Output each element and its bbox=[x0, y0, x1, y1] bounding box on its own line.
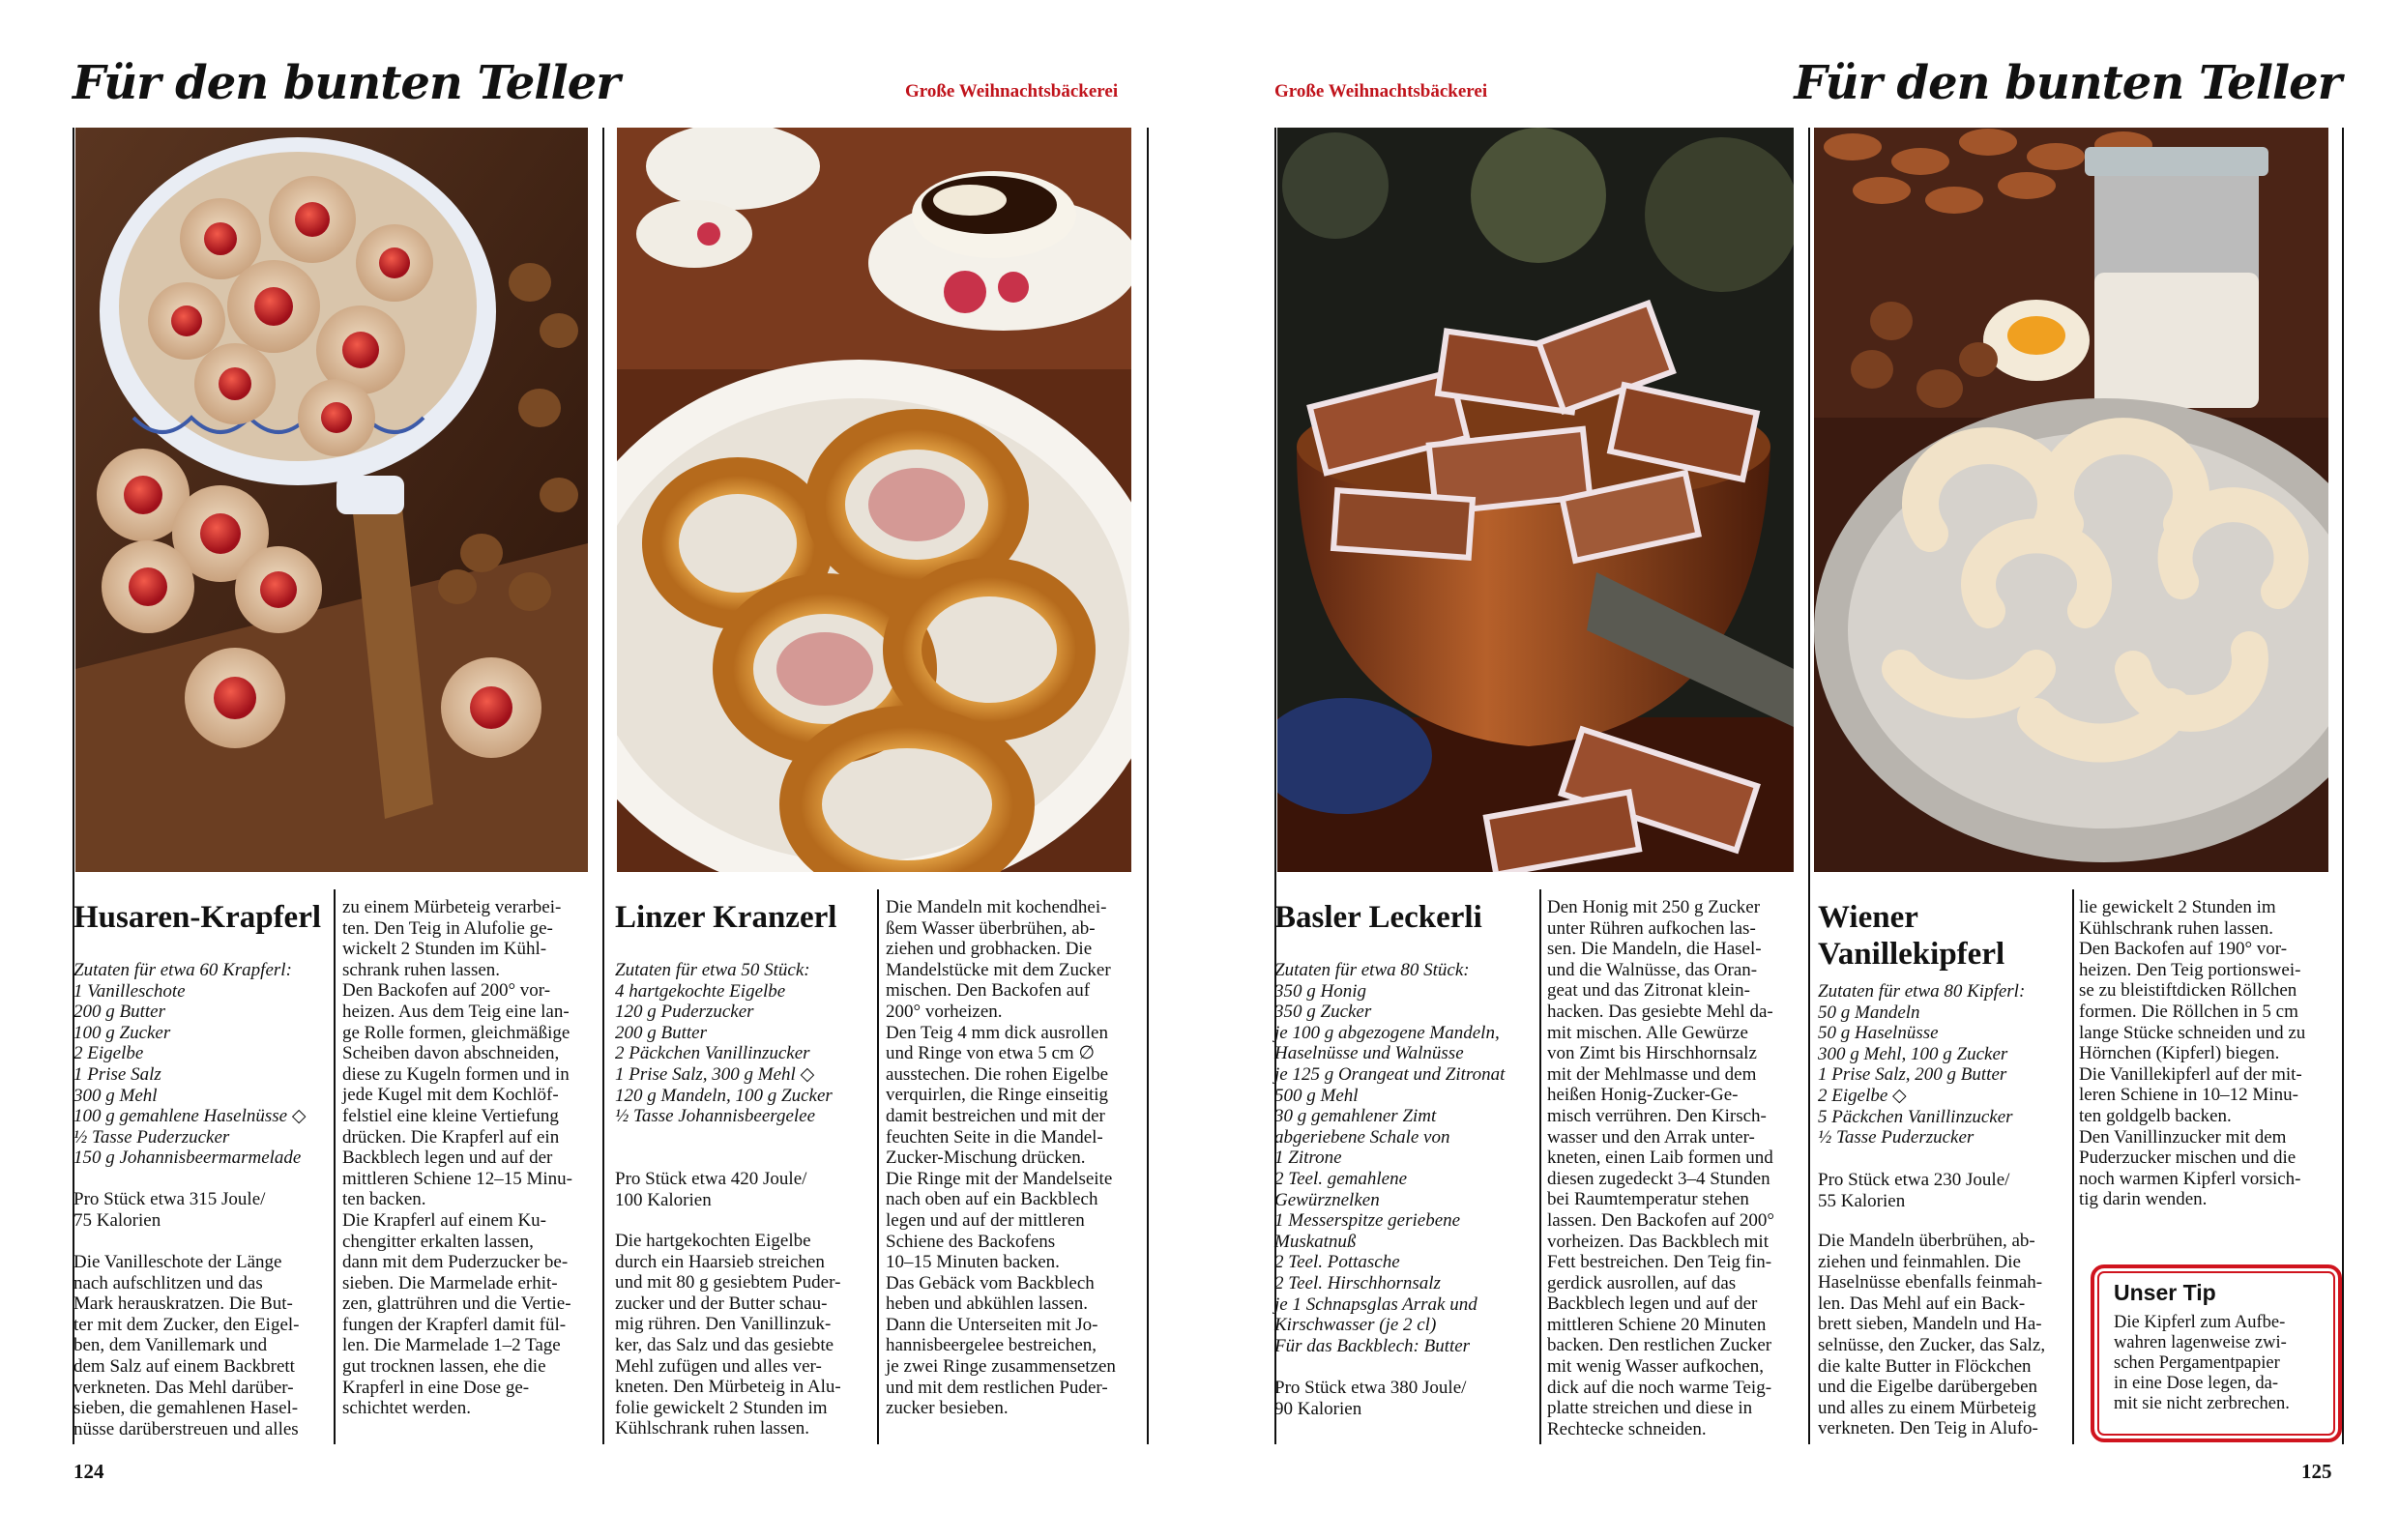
nutrition-info: Pro Stück etwa 380 Joule/ 90 Kalorien bbox=[1274, 1378, 1467, 1419]
page-number-right: 125 bbox=[2301, 1460, 2332, 1483]
page-number-left: 124 bbox=[73, 1460, 104, 1483]
photo-basler-leckerli bbox=[1277, 128, 1794, 872]
nutrition-info: Pro Stück etwa 420 Joule/ 100 Kalorien bbox=[615, 1169, 807, 1210]
nutrition-info: Pro Stück etwa 315 Joule/ 75 Kalorien bbox=[73, 1189, 266, 1231]
rule bbox=[877, 889, 879, 1444]
rule bbox=[73, 128, 74, 1444]
tip-heading: Unser Tip bbox=[2114, 1280, 2216, 1305]
recipe-title: Wiener Vanillekipferl bbox=[1818, 900, 2005, 972]
recipe-title: Basler Leckerli bbox=[1274, 900, 1482, 935]
rule bbox=[2072, 889, 2074, 1444]
instructions-text: Die hartgekochten Eigelbe durch ein Haarsieb streichen und mit 80 g gesiebtem Puder- zucker und der Butter schau- mig rühren. Den Vanillinzuk- ker, das Salz und das gesiebte Mehl zufügen und alles ver- kneten. Den Mürbeteig in Alu- folie gewickelt 2 Stunden im Kühlschrank ruhen lassen. bbox=[615, 1231, 841, 1439]
right-page-title: Für den bunten Teller bbox=[1794, 56, 2341, 110]
rule bbox=[334, 889, 336, 1444]
rule bbox=[2342, 128, 2344, 1444]
recipe-title: Linzer Kranzerl bbox=[615, 900, 837, 935]
nutrition-info: Pro Stück etwa 230 Joule/ 55 Kalorien bbox=[1818, 1170, 2010, 1211]
photo-husaren-krapferl bbox=[75, 128, 588, 872]
ingredients-list: Zutaten für etwa 60 Krapferl: 1 Vanilleschote 200 g Butter 100 g Zucker 2 Eigelbe 1 Prise Salz 300 g Mehl 100 g gemahlene Haselnüsse ◇ ½ Tasse Puderzucker 150 g Johannisbeermarmelade bbox=[73, 960, 307, 1169]
photo-wiener-vanillekipferl bbox=[1814, 128, 2328, 872]
rule bbox=[1147, 128, 1149, 1444]
ingredients-list: Zutaten für etwa 50 Stück: 4 hartgekochte Eigelbe 120 g Puderzucker 200 g Butter 2 Päckchen Vanillinzucker 1 Prise Salz, 300 g Mehl ◇ 120 g Mandeln, 100 g Zucker ½ Tasse Johannisbeergelee bbox=[615, 960, 833, 1127]
instructions-text: Die Mandeln mit kochendhei- ßem Wasser überbrühen, ab- ziehen und grobhacken. Die Mandelstücke mit dem Zucker mischen. Den Backofen auf 200° vorheizen. Den Teig 4 mm dick ausrollen und Ringe von etwa 5 cm ∅ ausstechen. Die rohen Eigelbe verquirlen, die Ringe einseitig damit bestreichen und mit der feuchten Seite in die Mandel- Zucker-Mischung drücken. Die Ringe mit der Mandelseite nach oben auf ein Backblech legen und auf der mittleren Schiene des Backofens 10–15 Minuten backen. Das Gebäck vom Backblech heben und abkühlen lassen. Dann die Unterseiten mit Jo- hannisbeergelee bestreichen, je zwei Ringe zusammensetzen und mit dem restlichen Puder- zucker besieben. bbox=[886, 897, 1116, 1419]
rule bbox=[1539, 889, 1541, 1444]
instructions-text: Die Vanilleschote der Länge nach aufschlitzen und das Mark herauskratzen. Die But- ter mit dem Zucker, den Eigel- ben, dem Vanillemark und dem Salz auf einem Backbrett verkneten. Das Mehl darüber- sieben, die gemahlenen Hasel- nüsse darüberstreuen und alles bbox=[73, 1252, 300, 1439]
recipe-title: Husaren-Krapferl bbox=[73, 900, 322, 935]
ingredients-list: Zutaten für etwa 80 Kipferl: 50 g Mandeln 50 g Haselnüsse 300 g Mehl, 100 g Zucker 1 Prise Salz, 200 g Butter 2 Eigelbe ◇ 5 Päckchen Vanillinzucker ½ Tasse Puderzucker bbox=[1818, 981, 2026, 1148]
right-section-label: Große Weihnachtsbäckerei bbox=[1274, 81, 1488, 102]
rule bbox=[1808, 128, 1810, 1444]
rule bbox=[602, 128, 604, 1444]
instructions-text: zu einem Mürbeteig verarbei- ten. Den Teig in Alufolie ge- wickelt 2 Stunden im Kühl- schrank ruhen lassen. Den Backofen auf 200° vor- heizen. Aus dem Teig eine lan- ge Rolle formen, gleichmäßige Scheiben davon abschneiden, diese zu Kugeln formen und in jede Kugel mit dem Kochlöf- felstiel eine kleine Vertiefung drücken. Die Krapferl auf ein Backblech legen und auf der mittleren Schiene 12–15 Minu- ten backen. Die Krapferl auf einem Ku- chengitter erkalten lassen, dann mit dem Puderzucker be- sieben. Die Marmelade erhit- zen, glattrühren und die Vertie- fungen der Krapferl damit fül- len. Die Marmelade 1–2 Tage gut trocknen lassen, ehe die Krapferl in eine Dose ge- schichtet werden. bbox=[342, 897, 572, 1419]
instructions-text: Den Honig mit 250 g Zucker unter Rühren aufkochen las- sen. Die Mandeln, die Hasel- und die Walnüsse, das Oran- geat und das Zitronat klein- hacken. Das gesiebte Mehl da- mit mischen. Alle Gewürze von Zimt bis Hirschhornsalz mit der Mehlmasse und dem heißen Honig-Zucker-Ge- misch verrühren. Den Kirsch- wasser und den Arrak unter- kneten, einen Laib formen und diesen zugedeckt 3–4 Stunden bei Raumtemperatur stehen lassen. Den Backofen auf 200° vorheizen. Das Backblech mit Fett bestreichen. Den Teig fin- gerdick ausrollen, auf das Backblech legen und auf der mittleren Schiene 20 Minuten backen. Den restlichen Zucker mit wenig Wasser aufkochen, dick auf die noch warme Teig- platte streichen und diese in Rechtecke schneiden. bbox=[1547, 897, 1774, 1439]
left-section-label: Große Weihnachtsbäckerei bbox=[905, 81, 1119, 102]
instructions-text: Die Mandeln überbrühen, ab- ziehen und feinmahlen. Die Haselnüsse ebenfalls feinmah- len. Das Mehl auf ein Back- brett sieben, Mandeln und Ha- selnüsse, den Zucker, das Salz, die kalte Butter in Flöckchen und die Eigelbe darübergeben und alles zu einem Mürbeteig verkneten. Den Teig in Alufo- bbox=[1818, 1231, 2046, 1439]
ingredients-list: Zutaten für etwa 80 Stück: 350 g Honig 350 g Zucker je 100 g abgezogene Mandeln, Haselnüsse und Walnüsse je 125 g Orangeat und Zitronat 500 g Mehl 30 g gemahlener Zimt abgeriebene Schale von 1 Zitrone 2 Teel. gemahlene Gewürznelken 1 Messerspitze geriebene Muskatnuß 2 Teel. Pottasche 2 Teel. Hirschhornsalz je 1 Schnapsglas Arrak und Kirschwasser (je 2 cl) Für das Backblech: Butter bbox=[1274, 960, 1506, 1356]
tip-text: Die Kipferl zum Aufbe- wahren lagenweise zwi- schen Pergamentpapier in eine Dose legen, da- mit sie nicht zerbrechen. bbox=[2114, 1313, 2290, 1413]
photo-linzer-kranzerl bbox=[617, 128, 1131, 872]
left-page-title: Für den bunten Teller bbox=[73, 56, 620, 110]
tip-box bbox=[2091, 1264, 2342, 1442]
instructions-text: lie gewickelt 2 Stunden im Kühlschrank ruhen lassen. Den Backofen auf 190° vor- heizen. Den Teig portionswei- se zu bleistiftdicken Röllchen formen. Die Röllchen in 5 cm lange Stücke schneiden und zu Hörnchen (Kipferl) biegen. Die Vanillekipferl auf der mit- leren Schiene in 10–12 Minu- ten goldgelb backen. Den Vanillinzucker mit dem Puderzucker mischen und die noch warmen Kipferl vorsich- tig darin wenden. bbox=[2079, 897, 2306, 1210]
